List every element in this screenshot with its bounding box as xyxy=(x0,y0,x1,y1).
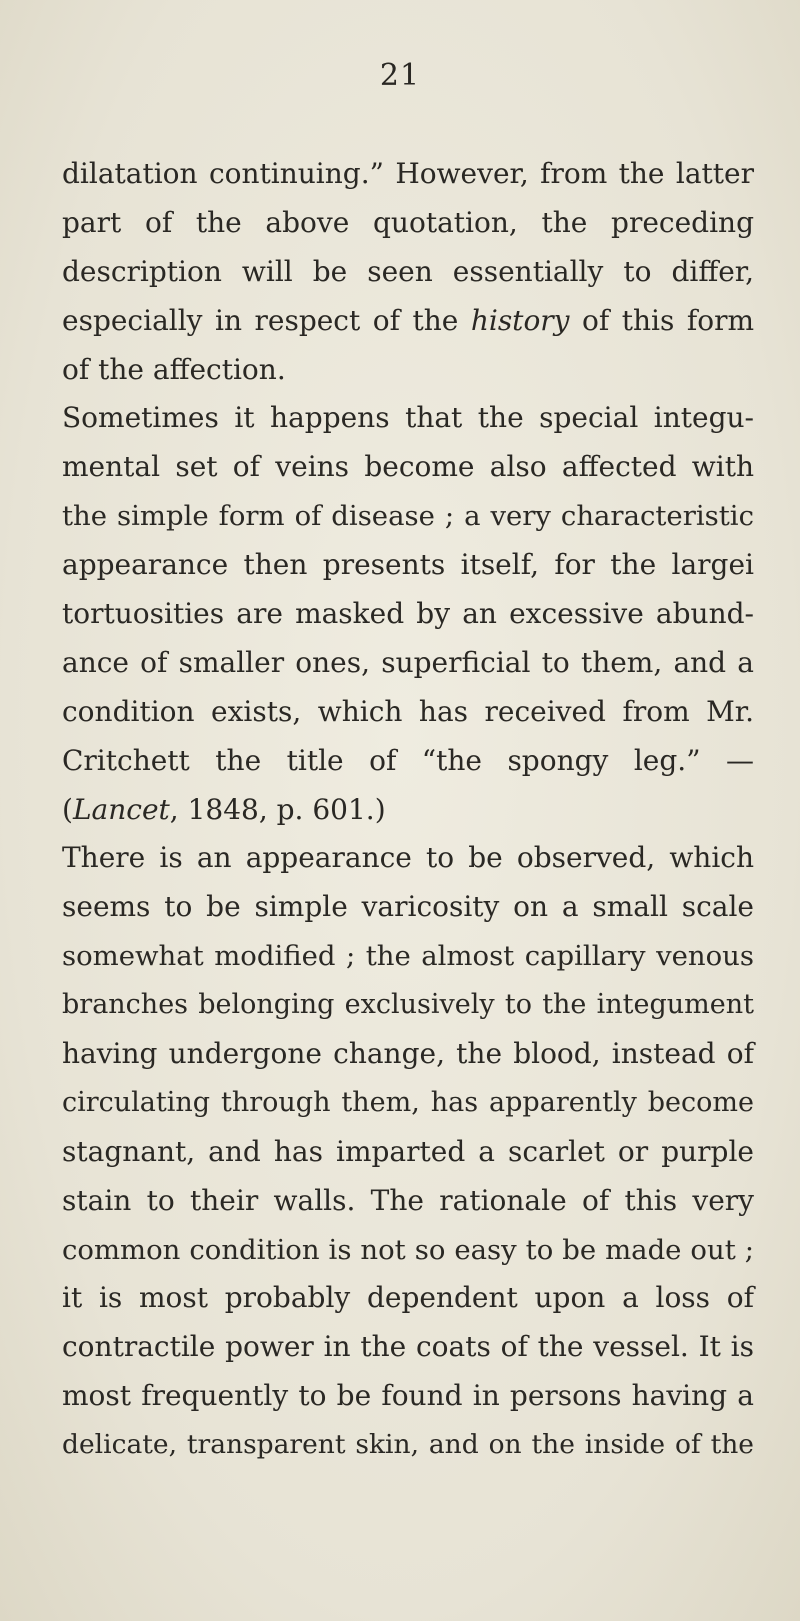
text-line xyxy=(62,981,754,1030)
text-segment: the simple form of disease ; a very characteristic xyxy=(62,500,754,533)
text-line xyxy=(62,1323,754,1372)
text-line xyxy=(62,932,754,981)
text-line xyxy=(62,1128,754,1177)
text-line xyxy=(62,541,754,590)
text-segment: seems to be simple varicosity on a small scale xyxy=(62,890,754,924)
text-segment: circulating through them, has apparently become xyxy=(62,1086,754,1118)
text-line xyxy=(62,1030,754,1079)
text-segment: branches belonging exclusively to the integument xyxy=(62,989,754,1021)
text-segment: most frequently to be found in persons having a xyxy=(62,1379,754,1413)
text-segment: part of the above quotation, the preceding xyxy=(62,205,754,239)
text-segment: ( xyxy=(62,792,73,826)
text-segment: somewhat modified ; the almost capillary venous xyxy=(62,940,754,973)
text-segment: of the affection. xyxy=(62,352,286,386)
text-line xyxy=(62,1372,754,1421)
text-line xyxy=(62,394,754,443)
text-line xyxy=(62,1226,754,1275)
text-line xyxy=(62,639,754,688)
text-line xyxy=(62,1079,754,1128)
text-segment: There is an appearance to be observed, which xyxy=(62,841,754,875)
text-line xyxy=(62,297,754,346)
text-segment: Sometimes it happens that the special integu- xyxy=(62,401,754,435)
text-line xyxy=(62,883,754,932)
text-segment: mental set of veins become also affected with xyxy=(62,450,754,484)
text-segment: stain to their walls. The rationale of this very xyxy=(62,1183,754,1217)
text-line xyxy=(62,199,754,248)
text-line xyxy=(62,1421,754,1470)
text-segment: , 1848, p. 601.) xyxy=(169,792,386,826)
text-segment: having undergone change, the blood, instead of xyxy=(62,1037,754,1071)
text-segment: especially in respect of the xyxy=(62,303,471,337)
text-segment: it is most probably dependent upon a loss of xyxy=(62,1281,754,1315)
text-line xyxy=(62,150,754,199)
text-segment: of this form xyxy=(569,303,754,337)
text-line xyxy=(62,1274,754,1323)
text-segment: appearance then presents itself, for the largei xyxy=(62,548,754,582)
page-number: 21 xyxy=(379,58,421,93)
body-text xyxy=(62,150,754,1470)
text-segment: description will be seen essentially to differ, xyxy=(62,254,754,288)
text-line xyxy=(62,737,754,786)
text-segment: stagnant, and has imparted a scarlet or purple xyxy=(62,1134,754,1168)
text-line xyxy=(62,834,754,883)
text-segment: dilatation continuing.” However, from the latter xyxy=(62,157,754,190)
text-segment: common condition is not so easy to be made out ; xyxy=(62,1233,754,1266)
text-segment: condition exists, which has received from Mr. xyxy=(62,694,754,728)
text-segment: contractile power in the coats of the vessel. It is xyxy=(62,1330,754,1364)
italic-text: history xyxy=(470,303,570,337)
text-segment: ance of smaller ones, superficial to them, and a xyxy=(62,645,754,679)
text-line xyxy=(62,492,754,541)
text-line xyxy=(62,786,754,835)
text-line xyxy=(62,590,754,639)
text-line xyxy=(62,248,754,297)
text-line xyxy=(62,443,754,492)
text-line xyxy=(62,346,754,395)
text-line xyxy=(62,1177,754,1226)
text-segment: delicate, transparent skin, and on the inside of the xyxy=(62,1429,754,1461)
text-segment: tortuosities are masked by an excessive abund- xyxy=(62,597,754,631)
text-line xyxy=(62,688,754,737)
italic-text: Lancet xyxy=(72,792,170,826)
text-segment: Critchett the title of “the spongy leg.” — xyxy=(62,743,754,777)
